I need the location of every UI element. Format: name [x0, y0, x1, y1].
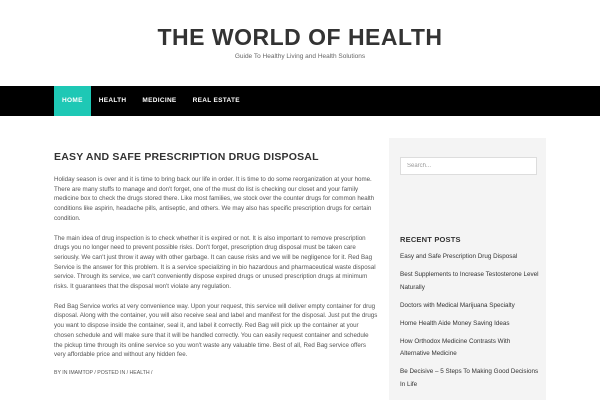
recent-post-link[interactable]: How Orthodox Medicine Contrasts With Alternative Medicine: [400, 337, 511, 357]
post-paragraph-1: Holiday season is over and it is time to bring back our life in order. It is time to do some reorganization at your home. There are many stuffs to manage and don't forget, one of the must do list is checking our closet and your family medicine box to check the drugs stored there. Like most families, we stock over the counter drugs for common health conditions like aspirin, headache pills, antiseptic, and others. We may also has specific prescription drugs for certain condition.: [54, 176, 375, 222]
site-description: Guide To Healthy Living and Health Solutions: [234, 53, 366, 60]
recent-post-link[interactable]: Best Supplements to Increase Testosterone Level Naturally: [400, 271, 539, 291]
nav-item-medicine[interactable]: MEDICINE: [142, 97, 177, 104]
recent-post-link[interactable]: Be Decisive – 5 Steps To Making Good Decisions In Life: [400, 368, 539, 388]
nav-item-home[interactable]: HOME: [54, 86, 91, 116]
search-input[interactable]: [400, 157, 537, 175]
recent-post-link[interactable]: Easy and Safe Prescription Drug Disposal: [400, 253, 518, 260]
nav-item-health[interactable]: HEALTH: [98, 97, 127, 104]
post-meta[interactable]: BY IN IMAMTOP / POSTED IN / HEALTH /: [54, 369, 153, 376]
recent-post-link[interactable]: Doctors with Medical Marijuana Specialty: [400, 301, 515, 309]
post-title[interactable]: EASY AND SAFE PRESCRIPTION DRUG DISPOSAL: [54, 151, 319, 163]
post-content: [54, 150, 378, 376]
post-paragraph-3: Red Bag Service works at very convenience way. Upon your request, this service will deliver empty container for drug disposal. Along with the container, you will also receive seal and label and manifest for the disposal. Just put the drugs you want to dispose inside the container, seal it, and label it correctly. Red Bag will pick up the container at your chosen schedule and will make sure that it will be handled correctly. You can easily request container and schedule the pickup time through its online service so you won't waste any valuable time. Best of all, Red Bag service offers very affordable price and without any hidden fee.: [54, 302, 378, 359]
recent-posts-title: RECENT POSTS: [400, 235, 461, 244]
recent-post-link[interactable]: Home Health Aide Money Saving Ideas: [400, 319, 510, 327]
site-title[interactable]: THE WORLD OF HEALTH: [157, 24, 443, 50]
nav-item-real-estate[interactable]: REAL ESTATE: [192, 97, 240, 104]
main-navigation: [0, 86, 600, 116]
sidebar: [389, 138, 546, 400]
post-paragraph-2: The main idea of drug inspection is to check whether it is expired or not. It is also important to remove prescription drugs you no longer need to prevent possible risks. Don't forget, prescription drug disposal must be taken care seriously. We can't just throw it away with other garbage. It can cause risks and we will be negligence for it. Red Bag Service is the answer for this problem. It is a service specializing in bio hazardous and pharmaceutical waste disposal service. Through its service, we can't conveniently dispose expired drugs or unused prescription drugs at minimum risks. It guarantees that the disposal won't violate any regulation.: [54, 234, 376, 291]
site-header: [0, 0, 600, 86]
recent-posts-list: [400, 251, 540, 397]
